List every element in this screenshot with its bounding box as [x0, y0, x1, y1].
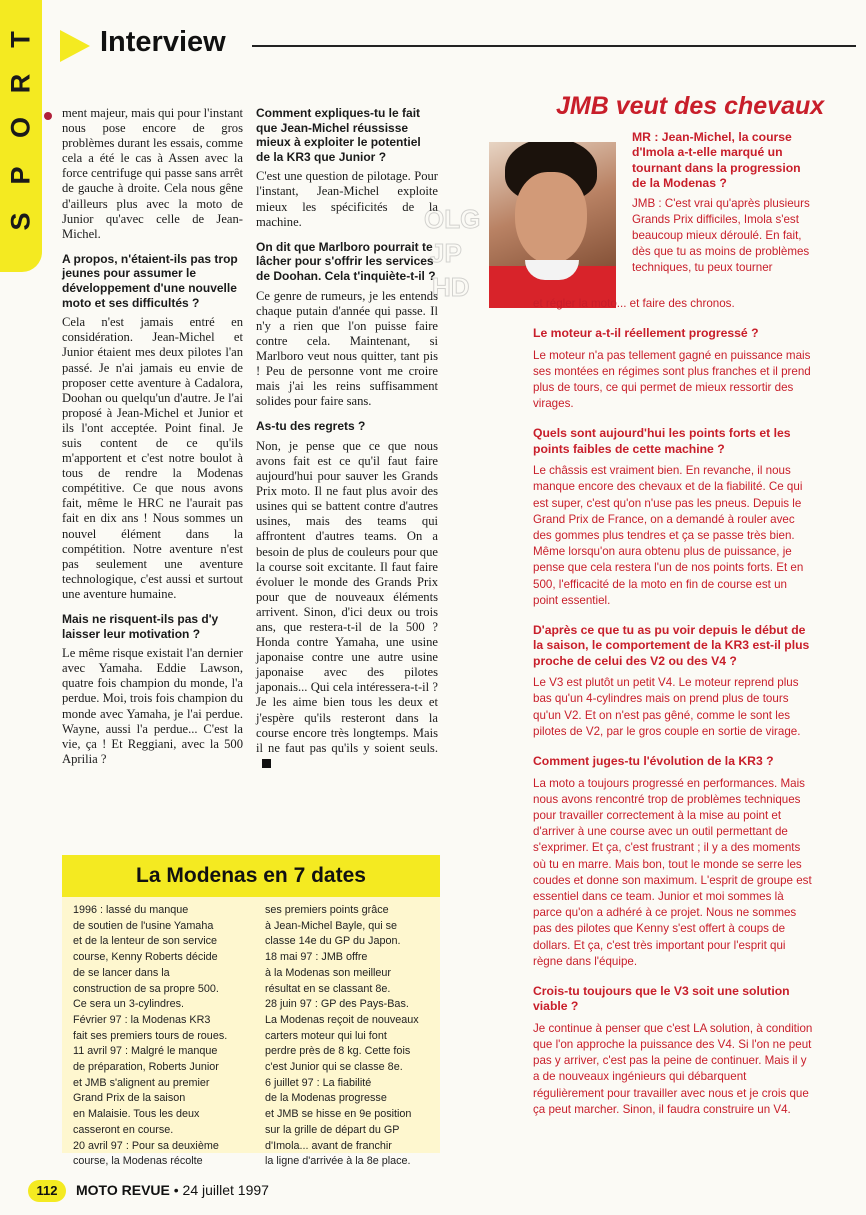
answer: Cela n'est jamais entré en considération. Jean-Michel et Junior étaient mes deux pilotes l'an passé. Je n'ai jamais eu envie de proposer cette aventure à Cadalora, Doohan ou quelqu'un d'autre. Je l'ai proposé à Jean-Michel et Junior et ils l'ont acceptée. Point final. Je suis content de ce qu'ils m'apportent et c'est notre boulot à tous de rendre la Modenas compétitive. Ce que nous avons fait, même le HRC ne l'aurait pas fait en dix ans ! Nous sommes un nouvel élément dans la compétition. Notre aventure n'est pas seulement une aventure technologique, c'est aussi et surtout une aventure humaine. — [62, 315, 243, 601]
timeline-box-title: La Modenas en 7 dates — [136, 864, 366, 887]
timeline-line: course, la Modenas récolte — [73, 1155, 203, 1168]
question: Quels sont aujourd'hui les points forts et les points faibles de cette machine ? — [533, 426, 791, 456]
timeline-line: sur la grille de départ du GP — [265, 1123, 400, 1136]
answer: Le châssis est vraiment bien. En revanche, il nous manque encore des chevaux et de la fiabilité. Ce qui est super, c'est qu'on n'use pas les pneus. Depuis le Grand Prix de France, on a demandé à rouler avec des gommes plus tendres et ça se passe très bien. Même lorsqu'on aura obtenu plus de puissance, je pense que cela restera l'un de nos points forts. Et en 500, l'efficacité de la moto en fin de course est un point essentiel. — [533, 464, 804, 607]
header-rule — [252, 45, 856, 47]
timeline-line: 1996 : lassé du manque — [73, 904, 189, 916]
timeline-line: Février 97 : la Modenas KR3 — [73, 1013, 211, 1026]
answer: Je continue à penser que c'est LA solution, à condition que l'on approche la puissance des V4. Si l'on ne peut pas y arriver, c'est pas la peine de continuer. Mais il y a de nouveaux ingénieurs qui débarquent régulièrement pour travailler avec nous et je crois que ça peut marcher. Sinon, il faudra construire un V4. — [533, 1021, 813, 1116]
answer: C'est une question de pilotage. Pour l'instant, Jean-Michel exploite mieux les spécificités de la machine. — [256, 169, 438, 229]
question: As-tu des regrets ? — [256, 419, 366, 434]
answer: La moto a toujours progressé en performances. Mais nous avons rencontré trop de problèmes techniques pour travailler correctement à la mise au point et d'arriver à une course avec un outil permettant de s'exprimer. Et ça, c'est frustrant ; il y a des moments où tu en marre. Mais bon, tout le monde se serre les coudes et donne son maximum. L'esprit de groupe est essentiel dans ce team. Junior et moi sommes là parce qu'on a adhéré à ce projet. Nous ne sommes pas des pilotes que Kenny s'est offert à coups de dollars. Et ça, c'est très important pour l'esprit qui règne dans l'équipe. — [533, 776, 812, 968]
timeline-box — [62, 855, 440, 1168]
answer: Le moteur n'a pas tellement gagné en puissance mais ses montées en régimes sont plus franches et il prend plus de tours, ce qui permet de mieux ressortir des virages. — [533, 348, 811, 411]
answer — [256, 439, 438, 771]
article-column-2 — [256, 106, 438, 775]
section-title: Interview — [100, 26, 226, 58]
watermark-line: OLG — [424, 204, 481, 234]
timeline-line: ses premiers points grâce — [265, 904, 389, 916]
question: On dit que Marlboro pourrait te lâcher pour s'offrir les services de Doohan. Cela t'inquiète-t-il ? — [256, 239, 436, 283]
paragraph: ment majeur, mais qui pour l'instant nous pose encore de gros problèmes durant les essais, comme cela a été le cas à Assen avec la force centrifuge qui passe sans arrêt de gauche à droite. Cela nous gêne d'ailleurs plus avec la moto de Junior qu'avec celle de Jean-Michel. — [62, 106, 243, 241]
article-column-1 — [62, 106, 243, 771]
question: Comment juges-tu l'évolution de la KR3 ? — [533, 754, 774, 769]
timeline-line: à Jean-Michel Bayle, qui se — [265, 919, 398, 932]
answer-text: Non, je pense que ce que nous avons fait est ce qu'il faut faire aujourd'hui pour sauver les Grands Prix moto. Il ne faut plus avoir des usines qui se battent contre d'autres usines, mais des teams qui affrontent d'autres teams. On a besoin de plus de couleurs pour que la course soit excitante. Il faut faire évoluer le monde des Grands Prix pour que de nouveaux éléments arrivent. Sinon, d'ici deux ou trois ans, que restera-t-il de la 500 ? Honda contre Yamaha, une usine japonaise contre une autre usine japonaise avec des pilotes japonais... Qui cela intéressera-t-il ? Je les aime bien tous les deux et j'espère qu'ils resteront dans la course encore très longtemps. Mais il ne faut pas qu'ils y soient seuls. — [256, 438, 438, 755]
timeline-line: et JMB se hisse en 9e position — [265, 1108, 412, 1121]
timeline-line: et JMB s'alignent au premier — [73, 1076, 210, 1089]
timeline-line: de se lancer dans la — [73, 966, 170, 979]
timeline-line: de la Modenas progresse — [265, 1092, 387, 1105]
header-arrow-icon — [60, 30, 90, 62]
answer: Ce genre de rumeurs, je les entends chaque putain d'année qui passe. Il n'y a rien que l'on puisse faire contre cela. Maintenant, si Marlboro veut nous quitter, tant pis ! Peu de personne vont me croire mais j'ai les reins suffisamment solides pour faire sans. — [256, 288, 438, 409]
bullet-icon — [44, 112, 52, 120]
timeline-line: résultat en se classant 8e. — [265, 982, 391, 995]
timeline-line: d'Imola... avant de franchir — [265, 1139, 392, 1152]
answer: Le V3 est plutôt un petit V4. Le moteur reprend plus bas qu'un 4-cylindres mais on prend plus de tours qu'un V2. Et on n'est pas gêné, comme le sont les pilotes de V2, par le gros couple en sortie de virage. — [533, 676, 801, 738]
timeline-line: à la Modenas son meilleur — [265, 966, 392, 979]
sport-letter-p: R — [5, 73, 36, 94]
timeline-line: de soutien de l'usine Yamaha — [73, 919, 214, 932]
question: D'après ce que tu as pu voir depuis le début de la saison, le comportement de la KR3 est-il plus proche de celui des V2 ou des V4 ? — [533, 623, 810, 668]
footer — [76, 1182, 269, 1198]
timeline-line: et de la lenteur de son service — [73, 935, 218, 948]
sport-letter-r: P — [5, 166, 36, 185]
timeline-column-1 — [73, 903, 249, 1170]
timeline-line: fait ses premiers tours de roues. — [73, 1029, 228, 1042]
timeline-box-header — [62, 855, 440, 897]
timeline-line: en Malaisie. Tous les deux — [73, 1108, 200, 1121]
watermark-line: HD — [432, 272, 470, 302]
question: Le moteur a-t-il réellement progressé ? — [533, 326, 759, 341]
timeline-line: 28 juin 97 : GP des Pays-Bas. — [265, 998, 409, 1011]
timeline-line: course, Kenny Roberts décide — [73, 951, 218, 964]
watermark-line: JP — [430, 238, 462, 268]
sidebar-intro — [632, 130, 812, 277]
timeline-line: 11 avril 97 : Malgré le manque — [73, 1045, 218, 1058]
timeline-line: 6 juillet 97 : La fiabilité — [265, 1076, 372, 1089]
timeline-line: de préparation, Roberts Junior — [73, 1061, 219, 1074]
page-number: 112 — [28, 1180, 66, 1202]
timeline-line: La Modenas reçoit de nouveaux — [265, 1013, 419, 1026]
magazine-name: MOTO REVUE — [76, 1182, 170, 1198]
question: Mais ne risquent-ils pas d'y laisser leur motivation ? — [62, 612, 219, 641]
question: A propos, n'étaient-ils pas trop jeunes pour assumer le développement d'une nouvelle moto et ses difficultés ? — [62, 251, 238, 310]
answer: JMB : C'est vrai qu'après plusieurs Grands Prix difficiles, Imola s'est beaucoup mieux déroulé. En fait, dès que tu as moins de problèmes techniques, tu peux tourner — [632, 196, 810, 275]
issue-date: • 24 juillet 1997 — [173, 1182, 269, 1198]
timeline-line: c'est Junior qui se classe 8e. — [265, 1061, 403, 1074]
end-square-icon — [262, 759, 271, 768]
timeline-column-2 — [265, 903, 435, 1170]
watermark — [420, 198, 490, 310]
timeline-line: 18 mai 97 : JMB offre — [265, 951, 368, 964]
question: Crois-tu toujours que le V3 soit une solution viable ? — [533, 983, 790, 1014]
sidebar-article-body — [533, 296, 815, 1118]
question: Comment expliques-tu le fait que Jean-Michel réussisse mieux à exploiter le potentiel de la KR3 que Junior ? — [256, 106, 421, 164]
timeline-line: la ligne d'arrivée à la 8e place. — [265, 1155, 411, 1168]
sidebar-article-title: JMB veut des chevaux — [556, 92, 825, 120]
sport-section-tab — [0, 0, 42, 272]
question: MR : Jean-Michel, la course d'Imola a-t-elle marqué un tournant dans la progression de la Modenas ? — [632, 130, 801, 191]
timeline-line: Ce sera un 3-cylindres. — [73, 998, 185, 1011]
timeline-line: classe 14e du GP du Japon. — [265, 935, 401, 948]
timeline-line: casseront en course. — [73, 1123, 174, 1136]
timeline-line: perdre près de 8 kg. Cette fois — [265, 1045, 411, 1058]
timeline-line: construction de sa propre 500. — [73, 982, 219, 995]
timeline-line: carters moteur qui lui font — [265, 1029, 387, 1042]
answer: et régler la moto... et faire des chronos. — [533, 297, 735, 310]
sport-letter-o: O — [5, 117, 36, 139]
timeline-line: Grand Prix de la saison — [73, 1092, 186, 1105]
answer: Le même risque existait l'an dernier avec Yamaha. Eddie Lawson, quatre fois champion du monde, l'a perdue. Moi, trois fois champion du monde avec Yamaha, je l'ai perdue. Wayne, aussi l'a perdue... C'est la vie, ça ! Et Reggiani, avec la 500 Aprilia ? — [62, 646, 243, 766]
sport-letter-s: T — [5, 31, 36, 48]
sport-letter-t: S — [5, 212, 36, 231]
photo-face — [515, 172, 587, 264]
portrait-photo — [489, 142, 616, 308]
timeline-line: 20 avril 97 : Pour sa deuxième — [73, 1139, 219, 1152]
